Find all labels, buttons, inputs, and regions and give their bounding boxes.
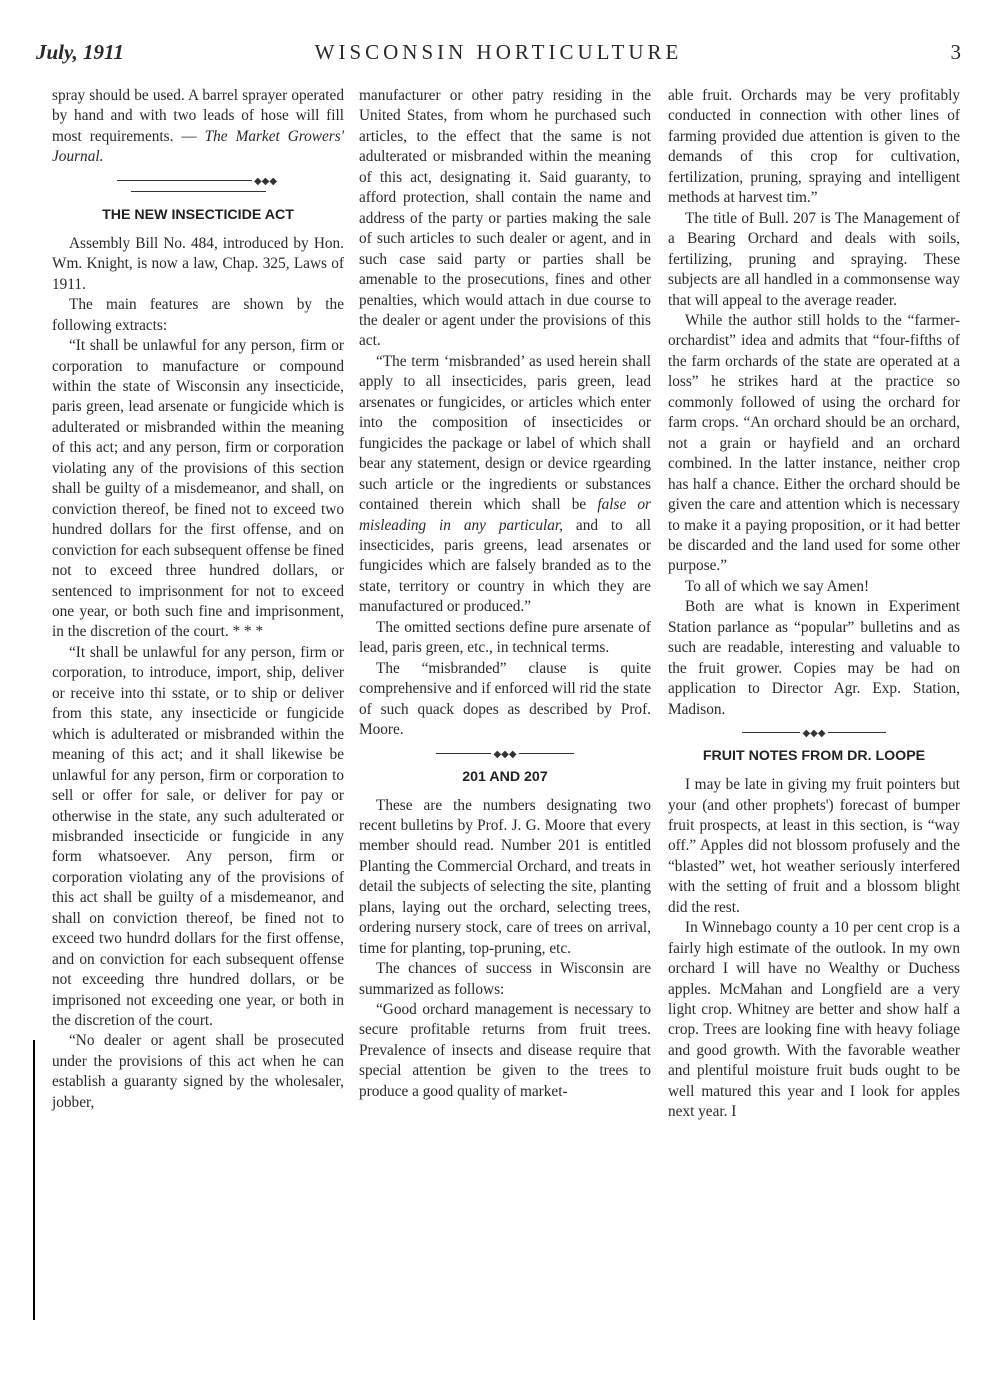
- heading-201-207: 201 AND 207: [462, 768, 548, 785]
- page-header: [36, 40, 961, 80]
- paragraph: The “misbranded” clause is quite comprehensive and if enforced will rid the state of such quack dopes as described by Prof. Moore.: [359, 659, 651, 739]
- paragraph: The title of Bull. 207 is The Management of a Bearing Orchard and deals with soils, fertilizing, pruning and spraying. These subjects are all handled in a commonsense way that will appeal to the average reader.: [668, 209, 960, 309]
- heading-insecticide-act: THE NEW INSECTICIDE ACT: [102, 206, 294, 223]
- column-2: [359, 86, 651, 1102]
- section-divider: ◆◆◆: [359, 749, 651, 760]
- issue-date: July, 1911: [36, 40, 124, 64]
- paragraph: “The term ‘misbranded’ as used herein shall apply to all insecticides, paris green, lead arsenates or fungicides, or articles which enter into the composition of insecticides or fungicides the package or label of which shall bear any statement, design or device rgearding such article or the ingredients or substances contained therein which shall be false or misleading in any particular, and to all insecticides, paris greens, lead arsenates or fungicides which are falsely branded as to the state, territory or country in which they are manufactured or produced.”: [359, 352, 651, 616]
- section-divider: ◆◆◆: [52, 176, 344, 198]
- paragraph: The omitted sections define pure arsenate of lead, paris green, etc., in technical terms.: [359, 618, 651, 657]
- section-divider: ◆◆◆: [668, 728, 960, 739]
- column-1: [52, 86, 344, 1113]
- paragraph: To all of which we say Amen!: [685, 577, 870, 595]
- margin-rule: [33, 1040, 35, 1320]
- paragraph: These are the numbers designating two recent bulletins by Prof. J. G. Moore that every member should read. Number 201 is entitled Planting the Commercial Orchard, and treats in detail the subjects of selecting the site, planting plans, laying out the orchard, selecting trees, ordering nursery stock, care of trees on arrival, time for planting, top-pruning, etc.: [359, 796, 651, 957]
- page-number: 3: [950, 40, 961, 64]
- paragraph: Both are what is known in Experiment Station parlance as “popular” bulletins and as such are readable, interesting and valuable to the fruit grower. Copies may be had on application to Director Agr. Exp. Station, Madison.: [668, 598, 960, 718]
- italic-phrase: false or misleading in any particular,: [359, 496, 651, 534]
- paragraph: [52, 86, 344, 168]
- paragraph: The main features are shown by the following extracts:: [52, 296, 344, 334]
- paragraph: “No dealer or agent shall be prosecuted under the provisions of this act when he can establish a guaranty signed by the wholesaler, jobber,: [52, 1032, 344, 1111]
- column-3: [668, 86, 960, 1123]
- paragraph-text: spray should be used. A barrel sprayer operated by hand and with two leads of hose will fill most requirements. —: [52, 87, 344, 145]
- paragraph: Assembly Bill No. 484, introduced by Hon. Wm. Knight, is now a law, Chap. 325, Laws of 1911.: [52, 234, 344, 293]
- source-citation: The Market Growers' Journal.: [52, 127, 344, 166]
- paragraph: I may be late in giving my fruit pointers but your (and other prophets') forecast of bumper fruit prospects, at least in this section, is “way off.” Apples did not blossom profusely and the “blasted” wet, hot weather seriously interfered with the setting of fruit and a blossom blight did the rest.: [668, 776, 960, 916]
- paragraph: able fruit. Orchards may be very profitably conducted in connection with other lines of farming provided due attention is given to the demands of this crop for cultivation, fertilization, pruning, spraying and intelligent methods at harvest tim.”: [668, 87, 960, 207]
- paragraph: “It shall be unlawful for any person, firm or corporation, to introduce, import, ship, deliver or receive into thi sstate, or to ship or deliver from this state, any insecticide or fungicide which is adulterated or misbranded within the meaning of this act; and it shall likewise be unlawful for any person, firm or corporation to sell or offer for sale, or deliver for pay or otherwise in the state, any such adulterated or misbranded insecticide or fungicide in any form whatsoever. Any person, firm or corporation violating any of the provisions of this act shall be guilty of a misdemeanor, and shall on conviction thereof, be fined not to exceed two hundrd dollars for the first offense, and on conviction for each subsequent offense not exceeding thre hundred dollars, or be imprisoned not exceeding one year, or both in the discretion of the court.: [52, 643, 344, 1030]
- journal-title: WISCONSIN HORTICULTURE: [314, 40, 683, 64]
- heading-fruit-notes: FRUIT NOTES FROM DR. LOOPE: [702, 748, 926, 765]
- paragraph: In Winnebago county a 10 per cent crop is a fairly high estimate of the outlook. In my own orchard I will have no Wealthy or Duchess apples. McMahan and Longfield are a very light crop. Whitney are better and show half a crop. Trees are looking fine with heavy foliage and good growth. With the favorable weather and plentiful moisture fruit buds ought to be well matured this year and I look for apples next year. I: [668, 919, 960, 1121]
- paragraph: “Good orchard management is necessary to secure profitable returns from fruit trees. Prevalence of insects and disease require that special attention be given to the trees to produce a good quality of market-: [359, 1001, 651, 1100]
- paragraph: “It shall be unlawful for any person, firm or corporation to manufacture or compound within the state of Wisconsin any insecticide, paris green, lead arsenate or fungicide which is adulterated or misbranded within the meaning of this act; and any person, firm or corporation violating any of the provisions of this section shall be guilty of a misdemeanor, and shall, on conviction thereof, be fined not to exceed two hundred dollars for the first offense, and on conviction for each subsequent offense be fined not to exceed three hundred dollars, or sentenced to imprisonment for not to exceed one year, or both such fine and imprisonment, in the discretion of the court. * * *: [52, 337, 344, 641]
- paragraph: manufacturer or other patry residing in the United States, from whom he purchased such articles, to the effect that the same is not adulterated or misbranded within the meaning of this act, designating it. Said guaranty, to afford protection, shall contain the name and address of the party or parties making the sale of such articles to such dealer or agent, and in such case said party or parties shall be amenable to the prosecutions, fines and other penalties, which would attach in due course to the dealer or agent under the provisions of this act.: [359, 87, 651, 350]
- paragraph: The chances of success in Wisconsin are summarized as follows:: [359, 960, 651, 998]
- paragraph: While the author still holds to the “farmer-orchardist” idea and admits that “four-fifths of the farm orchards of the state are operated at a loss” he strikes hard at the practice so commonly followed of using the orchard for farm crops. “An orchard should be an orchard, not a grain or hayfield and an orchard combined. In the latter instance, neither crop has half a chance. Either the orchard should be given the care and attention which is necessary to make it a paying proposition, or it had better be discarded and the land used for some other purpose.”: [668, 311, 960, 575]
